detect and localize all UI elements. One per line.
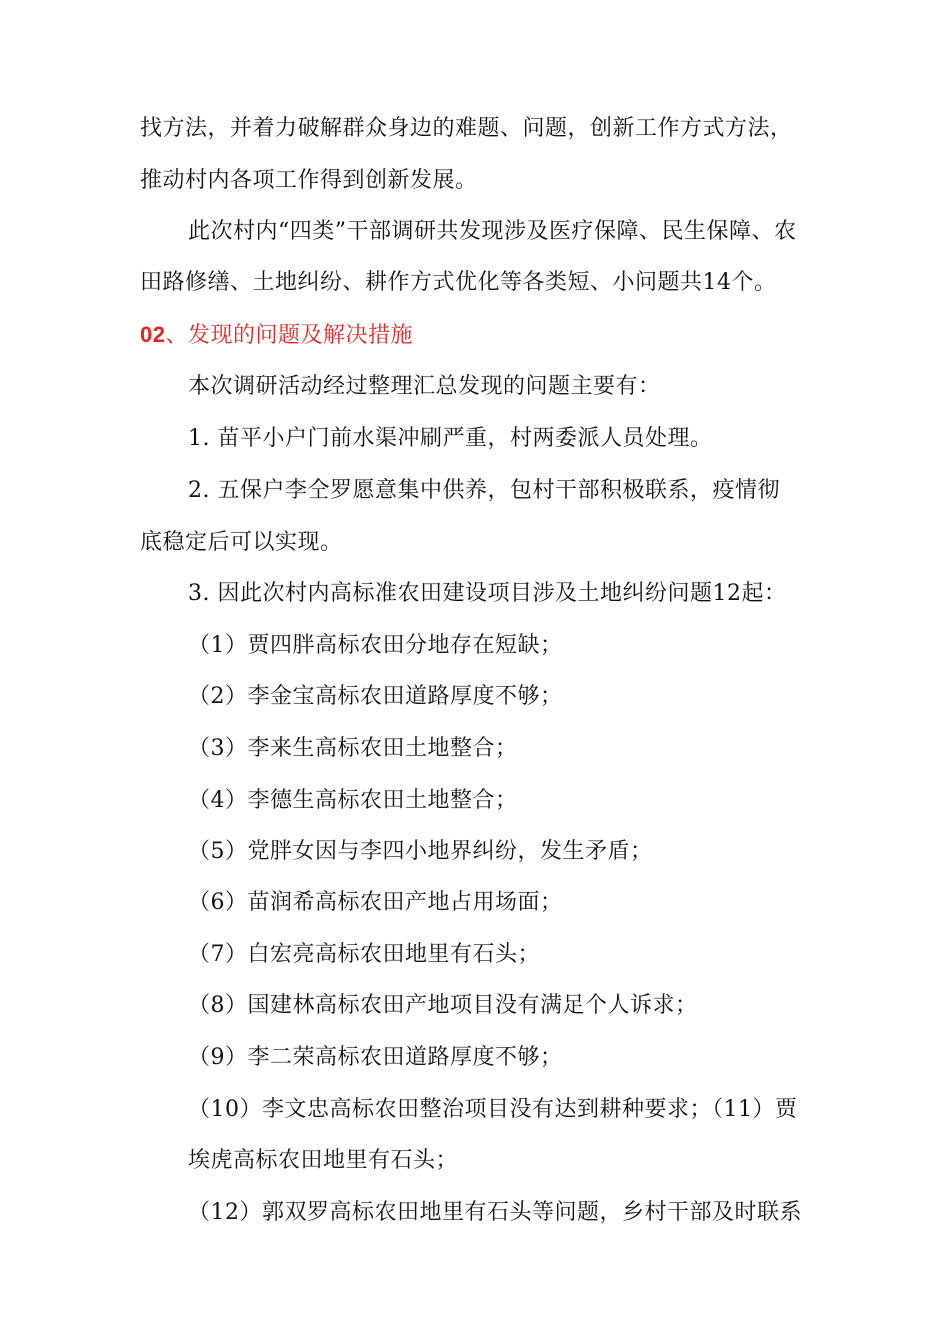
sub-item-5: （5）党胖女因与李四小地界纠纷，发生矛盾； — [188, 839, 653, 864]
section-number: 02 — [140, 322, 166, 347]
paragraph-line-3: 此次村内“四类”干部调研共发现涉及医疗保障、民生保障、农 — [188, 219, 797, 244]
sub-item-7: （7）白宏亮高标农田地里有石头； — [188, 942, 540, 967]
sub-item-1: （1）贾四胖高标农田分地存在短缺； — [188, 633, 563, 658]
sub-item-3: （3）李来生高标农田土地整合； — [188, 736, 518, 761]
list-item-3: 3. 因此次村内高标准农田建设项目涉及土地纠纷问题12起： — [188, 581, 787, 606]
list-item-2: 2. 五保户李仝罗愿意集中供养，包村干部积极联系，疫情彻 — [188, 478, 780, 503]
paragraph-line-4: 田路修缮、土地纠纷、耕作方式优化等各类短、小问题共14个。 — [140, 270, 777, 295]
paragraph-line-1: 找方法，并着力破解群众身边的难题、问题，创新工作方式方法， — [140, 116, 793, 141]
sub-item-12: （12）郭双罗高标农田地里有石头等问题，乡村干部及时联系 — [188, 1200, 802, 1225]
sub-item-8: （8）国建林高标农田产地项目没有满足个人诉求； — [188, 993, 698, 1018]
sub-item-4: （4）李德生高标农田土地整合； — [188, 788, 518, 813]
section-title: 、发现的问题及解决措施 — [165, 323, 413, 348]
sub-item-10: （10）李文忠高标农田整治项目没有达到耕种要求；（11）贾 — [188, 1097, 798, 1122]
paragraph-line-5: 本次调研活动经过整理汇总发现的问题主要有： — [188, 374, 661, 399]
section-heading — [140, 320, 413, 350]
list-item-1: 1. 苗平小户门前水渠冲刷严重，村两委派人员处理。 — [188, 426, 713, 451]
paragraph-line-2: 推动村内各项工作得到创新发展。 — [140, 168, 478, 193]
sub-item-6: （6）苗润希高标农田产地占用场面； — [188, 890, 563, 915]
sub-item-2: （2）李金宝高标农田道路厚度不够； — [188, 684, 563, 709]
sub-item-9: （9）李二荣高标农田道路厚度不够； — [188, 1045, 563, 1070]
sub-item-11-continued: 埃虎高标农田地里有石头； — [188, 1148, 459, 1173]
list-item-2-continued: 底稳定后可以实现。 — [140, 530, 343, 555]
